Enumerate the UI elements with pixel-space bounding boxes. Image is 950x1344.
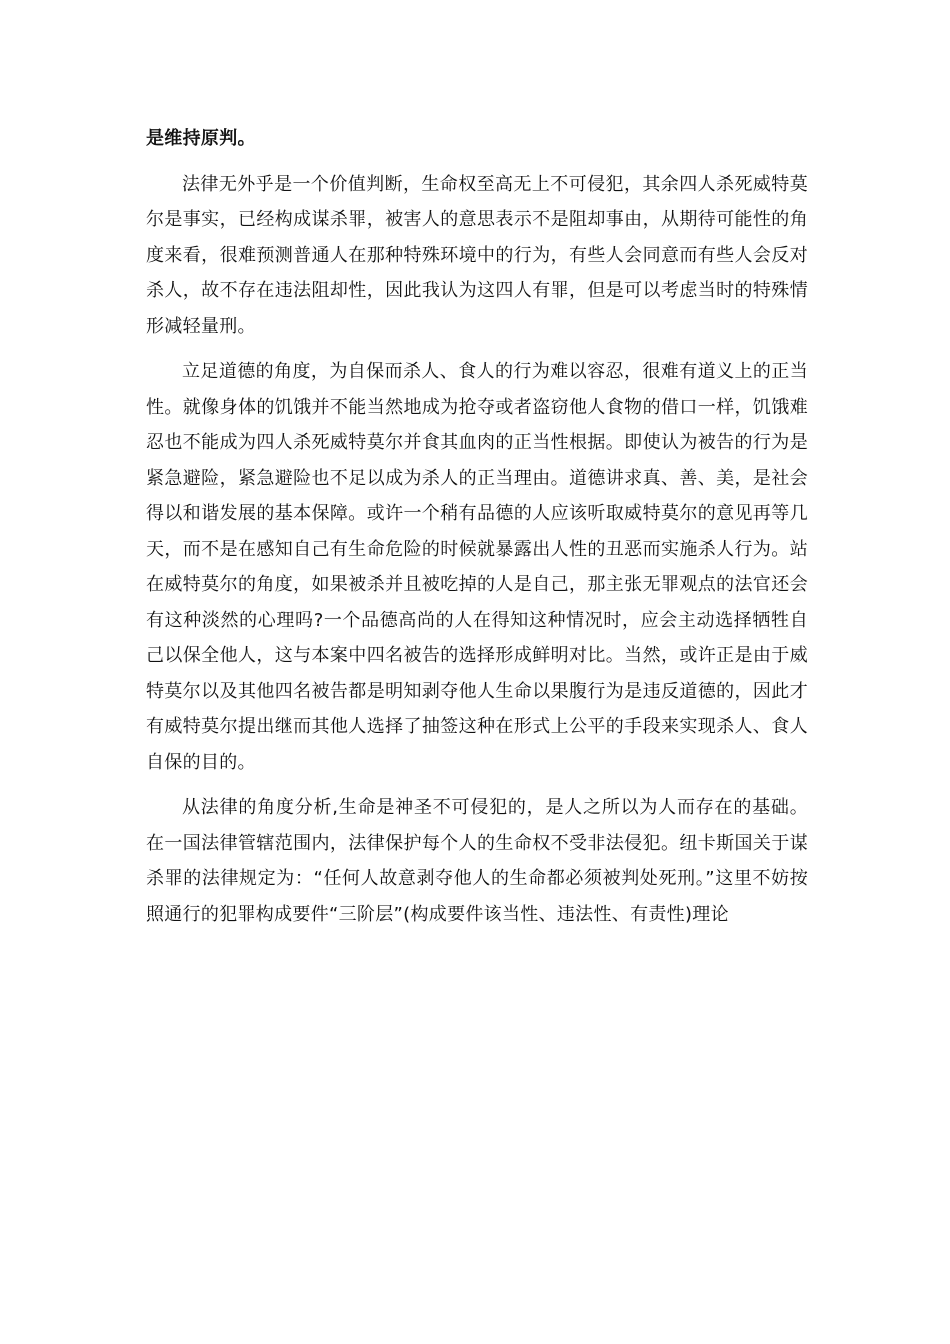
paragraph-continuation: 是维持原判。 bbox=[146, 128, 256, 149]
document-body bbox=[146, 121, 808, 932]
paragraph-legal-value-judgment: 法律无外乎是一个价值判断，生命权至高无上不可侵犯，其余四人杀死威特莫尔是事实，已经构成谋杀罪，被害人的意思表示不是阻却事由，从期待可能性的角度来看，很难预测普通人在那种特殊环境中的行为，有些人会同意而有些人会反对杀人，故不存在违法阻却性，因此我认为这四人有罪，但是可以考虑当时的特殊情形减轻量刑。 bbox=[146, 173, 808, 337]
paragraph-moral-perspective: 立足道德的角度，为自保而杀人、食人的行为难以容忍，很难有道义上的正当性。就像身体的饥饿并不能当然地成为抢夺或者盗窃他人食物的借口一样，饥饿难忍也不能成为四人杀死威特莫尔并食其血肉的正当性根据。即使认为被告的行为是紧急避险，紧急避险也不足以成为杀人的正当理由。道德讲求真、善、美，是社会得以和谐发展的基本保障。或许一个稍有品德的人应该听取威特莫尔的意见再等几天，而不是在感知自己有生命危险的时候就暴露出人性的丑恶而实施杀人行为。站在威特莫尔的角度，如果被杀并且被吃掉的人是自己，那主张无罪观点的法官还会有这种淡然的心理吗?一个品德高尚的人在得知这种情况时，应会主动选择牺牲自己以保全他人，这与本案中四名被告的选择形成鲜明对比。当然，或许正是由于威特莫尔以及其他四名被告都是明知剥夺他人生命以果腹行为是违反道德的，因此才有威特莫尔提出继而其他人选择了抽签这种在形式上公平的手段来实现杀人、食人自保的目的。 bbox=[146, 361, 808, 773]
paragraph-legal-analysis: 从法律的角度分析,生命是神圣不可侵犯的，是人之所以为人而存在的基础。在一国法律管辖范围内，法律保护每个人的生命权不受非法侵犯。纽卡斯国关于谋杀罪的法律规定为：“任何人故意剥夺他人的生命都必须被判处死刑。”这里不妨按照通行的犯罪构成要件“三阶层”(构成要件该当性、违法性、有责性)理论 bbox=[146, 797, 808, 925]
